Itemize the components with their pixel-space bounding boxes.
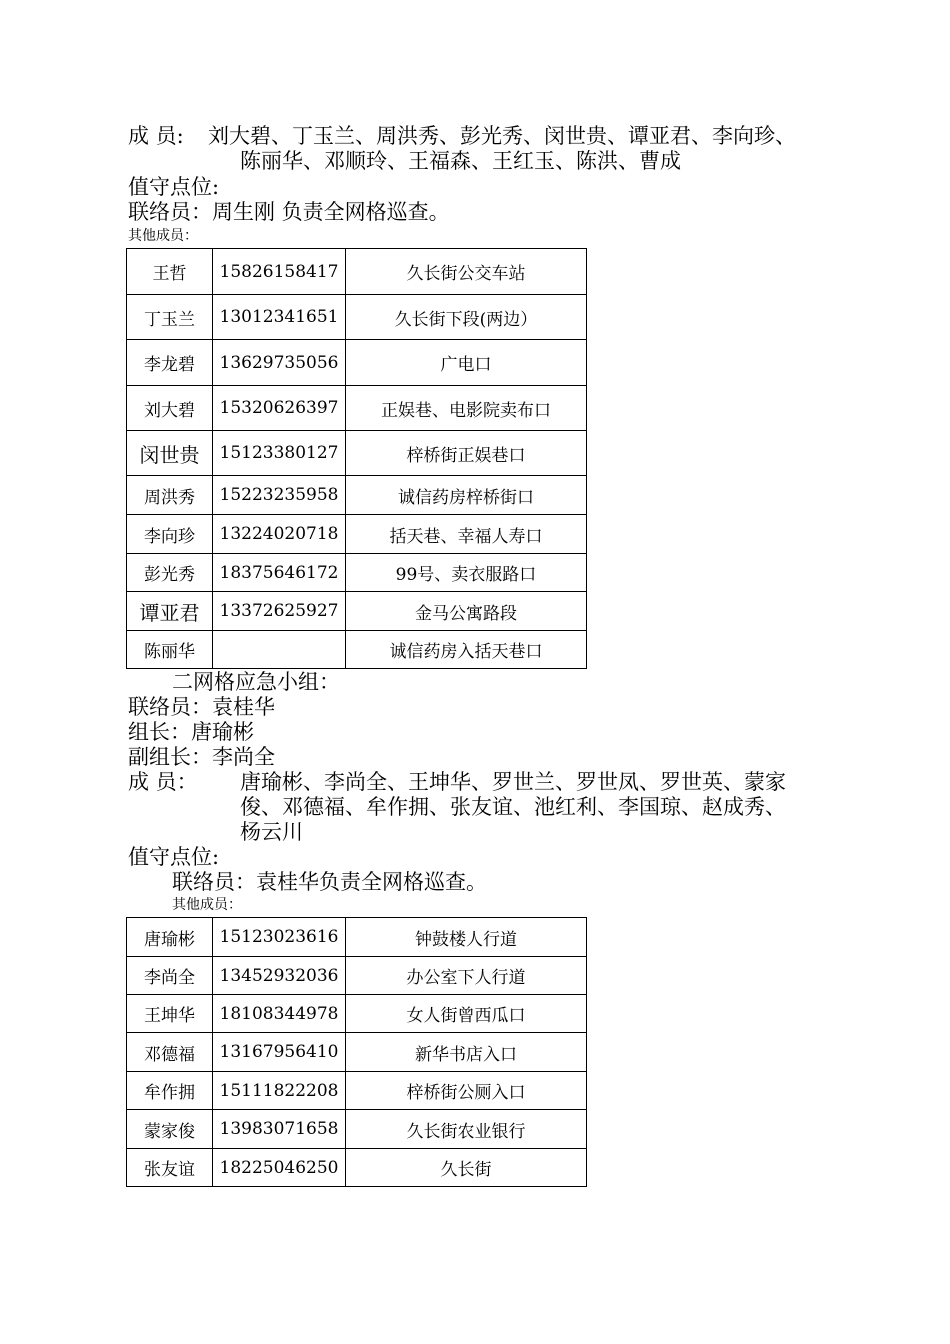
duty-post: 女人街曾西瓜口 — [346, 995, 587, 1033]
table-row — [127, 340, 587, 386]
section2-duty-label: 值守点位: — [128, 845, 220, 869]
table-row — [127, 918, 587, 957]
member-name: 闵世贵 — [127, 431, 213, 476]
table-row — [127, 995, 587, 1033]
member-phone: 13012341651 — [213, 295, 346, 340]
section2-liaison-top: 联络员：袁桂华 — [128, 695, 275, 719]
duty-post: 办公室下人行道 — [346, 957, 587, 995]
member-name: 陈丽华 — [127, 631, 213, 669]
table-row — [127, 1072, 587, 1110]
duty-post: 诚信药房入括天巷口 — [346, 631, 587, 669]
member-name: 唐瑜彬 — [127, 918, 213, 957]
section2-title: 二网格应急小组： — [172, 670, 340, 694]
member-name: 牟作拥 — [127, 1072, 213, 1110]
section2-others-label: 其他成员： — [172, 897, 242, 913]
table-row — [127, 295, 587, 340]
member-phone: 13224020718 — [213, 515, 346, 554]
section2-members-line3: 杨云川 — [240, 820, 303, 844]
table-row — [127, 1110, 587, 1149]
member-phone: 15320626397 — [213, 386, 346, 431]
member-phone: 13983071658 — [213, 1110, 346, 1149]
section2-duty-table — [126, 917, 587, 1187]
member-phone — [213, 631, 346, 669]
member-phone: 13372625927 — [213, 592, 346, 631]
member-phone: 15111822208 — [213, 1072, 346, 1110]
table-row — [127, 515, 587, 554]
member-name: 李龙碧 — [127, 340, 213, 386]
duty-post: 99号、卖衣服路口 — [346, 554, 587, 592]
member-phone: 15123380127 — [213, 431, 346, 476]
member-name: 王坤华 — [127, 995, 213, 1033]
section2-members-line2: 俊、邓德福、牟作拥、张友谊、池红利、李国琼、赵成秀、 — [240, 795, 786, 819]
table-row — [127, 249, 587, 295]
section1-duty-table — [126, 248, 587, 669]
section2-deputy: 副组长：李尚全 — [128, 745, 275, 769]
member-phone: 13452932036 — [213, 957, 346, 995]
duty-post: 久长街 — [346, 1149, 587, 1187]
section1-members-label: 成 员: — [128, 124, 184, 148]
table-row — [127, 957, 587, 995]
duty-post: 久长街农业银行 — [346, 1110, 587, 1149]
duty-post: 新华书店入口 — [346, 1033, 587, 1072]
section1-others-label: 其他成员： — [128, 228, 198, 244]
duty-post: 诚信药房梓桥街口 — [346, 476, 587, 515]
member-name: 蒙家俊 — [127, 1110, 213, 1149]
duty-post: 久长街公交车站 — [346, 249, 587, 295]
section2-members-label: 成 员： — [128, 770, 198, 794]
member-name: 彭光秀 — [127, 554, 213, 592]
member-phone: 18375646172 — [213, 554, 346, 592]
member-phone: 18225046250 — [213, 1149, 346, 1187]
member-phone: 15123023616 — [213, 918, 346, 957]
duty-post: 梓桥街公厕入口 — [346, 1072, 587, 1110]
table-row — [127, 386, 587, 431]
duty-post: 正娱巷、电影院卖布口 — [346, 386, 587, 431]
duty-post: 久长街下段(两边） — [346, 295, 587, 340]
table-row — [127, 631, 587, 669]
section1-members-line1: 刘大碧、丁玉兰、周洪秀、彭光秀、闵世贵、谭亚君、李向珍、 — [208, 124, 796, 148]
member-name: 李向珍 — [127, 515, 213, 554]
member-name: 周洪秀 — [127, 476, 213, 515]
section2-leader: 组长：唐瑜彬 — [128, 720, 254, 744]
member-name: 谭亚君 — [127, 592, 213, 631]
duty-post: 金马公寓路段 — [346, 592, 587, 631]
member-phone: 15223235958 — [213, 476, 346, 515]
section2-members-line1: 唐瑜彬、李尚全、王坤华、罗世兰、罗世凤、罗世英、蒙家 — [240, 770, 786, 794]
section1-members-line2: 陈丽华、邓顺玲、王福森、王红玉、陈洪、曹成 — [240, 149, 681, 173]
table-row — [127, 476, 587, 515]
member-phone: 13167956410 — [213, 1033, 346, 1072]
member-name: 张友谊 — [127, 1149, 213, 1187]
member-phone: 18108344978 — [213, 995, 346, 1033]
duty-post: 广电口 — [346, 340, 587, 386]
section1-liaison: 联络员：周生刚 负责全网格巡查。 — [128, 200, 450, 224]
duty-post: 钟鼓楼人行道 — [346, 918, 587, 957]
table-row — [127, 1149, 587, 1187]
member-name: 李尚全 — [127, 957, 213, 995]
table-row — [127, 592, 587, 631]
member-name: 丁玉兰 — [127, 295, 213, 340]
duty-post: 括天巷、幸福人寿口 — [346, 515, 587, 554]
member-phone: 15826158417 — [213, 249, 346, 295]
member-phone: 13629735056 — [213, 340, 346, 386]
table-row — [127, 1033, 587, 1072]
duty-post: 梓桥街正娱巷口 — [346, 431, 587, 476]
member-name: 刘大碧 — [127, 386, 213, 431]
table-row — [127, 431, 587, 476]
table-row — [127, 554, 587, 592]
section2-liaison: 联络员：袁桂华负责全网格巡查。 — [172, 870, 487, 894]
member-name: 邓德福 — [127, 1033, 213, 1072]
section1-duty-label: 值守点位: — [128, 175, 220, 199]
member-name: 王哲 — [127, 249, 213, 295]
